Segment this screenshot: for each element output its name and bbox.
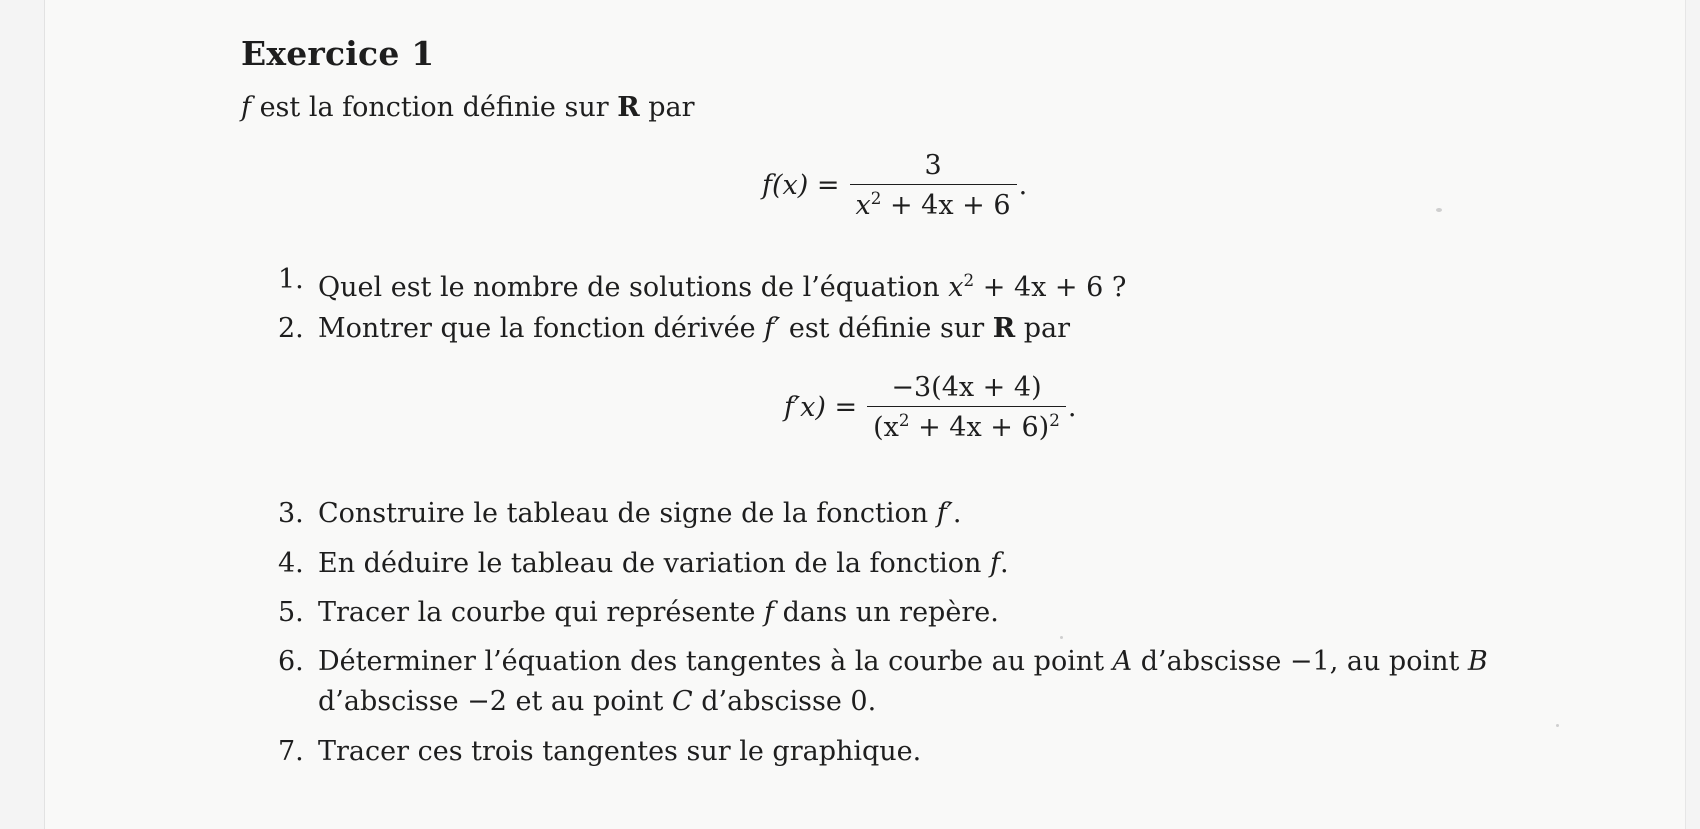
den2-outer-exp: 2 [1049,410,1060,431]
item-2-fprime: f′ [764,313,781,344]
den2-open: (x [873,412,899,444]
item-text [318,732,921,772]
exercise-title: Exercice 1 [241,34,435,73]
item-3-fprime: f′ [936,498,953,529]
item-5-end: dans un repère. [774,597,999,628]
intro-text-1: est la fonction définie sur [251,92,618,123]
equation-f-fraction [850,150,1017,221]
equation-fprime-numerator: −3(4x + 4) [891,372,1042,403]
item-number: 1. [278,264,304,295]
item-4-text: En déduire le tableau de variation de la fonction [318,548,991,579]
item-3-text: Construire le tableau de signe de la fonction [318,498,937,529]
intro-text-2: par [639,92,695,123]
item-text [318,494,961,534]
item-7-text: Tracer ces trois tangentes sur le graphique. [318,736,922,767]
equation-fprime-lhs: f′x) = [784,392,858,424]
den-x: x [855,190,871,222]
item-number: 5. [278,597,304,628]
item-1-x: x [948,272,964,303]
den-rest: + 4x + 6 [881,190,1011,222]
scan-speck [1436,208,1442,212]
item-number: 3. [278,498,304,529]
equation-f-denominator [850,184,1017,221]
item-6-text-2: d’abscisse −1, au point [1132,646,1468,677]
item-1-exp: 2 [963,270,975,290]
item-text [318,260,1126,308]
item-5-text: Tracer la courbe qui représente [318,597,765,628]
item-2-text-3: par [1015,313,1071,344]
item-6-text-3: d’abscisse −2 et au point [318,686,672,717]
item-number: 4. [278,548,304,579]
equation-f [762,150,1027,221]
intro-text [241,92,695,123]
item-6-point-c: C [672,686,693,717]
item-2-reals: R [992,313,1016,344]
scan-speck [1060,636,1063,639]
item-3-end: . [952,498,962,529]
item-2-text: Montrer que la fonction dérivée [318,313,765,344]
equation-f-lhs: f(x) = [762,170,840,202]
item-1-text: Quel est le nombre de solutions de l’équation [318,272,949,303]
item-text [318,309,1070,349]
equation-fprime-fraction [867,372,1066,443]
item-number: 2. [278,313,304,344]
item-number: 6. [278,646,304,677]
item-number: 7. [278,736,304,767]
item-text-line-2 [318,682,876,722]
equation-fprime [784,372,1076,443]
den-exp: 2 [870,188,882,209]
item-6-point-a: A [1112,646,1133,677]
den2-exp: 2 [898,410,910,431]
item-6-end: d’abscisse 0. [692,686,877,717]
item-2-text-2: est définie sur [780,313,993,344]
item-4-f: f [990,548,1001,579]
equation-fprime-denominator [867,406,1066,443]
den2-rest: + 4x + 6) [909,412,1050,444]
item-5-f: f [764,597,775,628]
scan-speck [1556,724,1559,727]
item-text [318,593,999,633]
equation-f-numerator: 3 [924,150,942,181]
item-text [318,544,1009,584]
item-6-point-b: B [1467,646,1488,677]
item-1-rest: + 4x + 6 ? [974,272,1127,303]
intro-f: f [241,92,251,123]
equation-f-period: . [1018,170,1028,202]
intro-reals: R [617,92,640,123]
item-6-text: Déterminer l’équation des tangentes à la courbe au point [318,646,1113,677]
item-4-end: . [1000,548,1009,579]
equation-fprime-period: . [1067,392,1077,424]
item-text-line-1 [318,642,1488,682]
